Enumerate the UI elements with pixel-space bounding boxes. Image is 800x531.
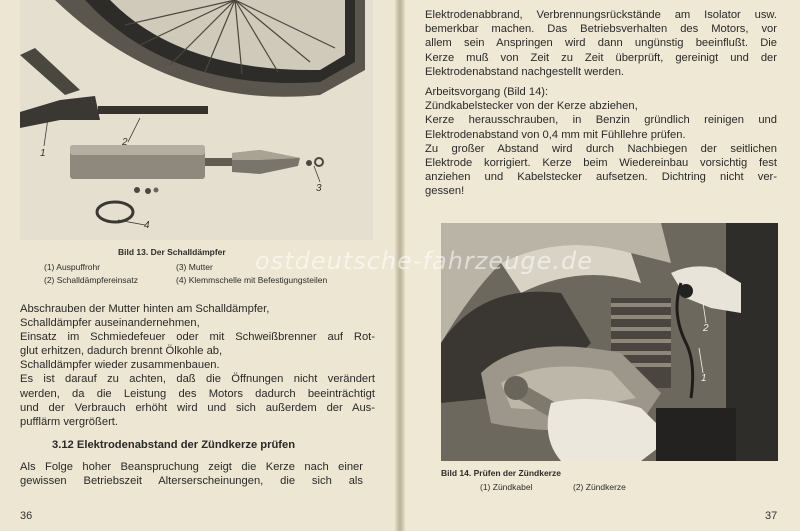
text-line: Zündkabelstecker von der Kerze abziehen, bbox=[425, 100, 638, 113]
figure-14-legend-1: (1) Zündkabel bbox=[480, 482, 533, 492]
text-line: Elektrodenabstand nachgestellt werden. bbox=[425, 65, 625, 78]
figure-13-legend-2: (2) Schalldämpfereinsatz bbox=[44, 275, 139, 285]
figure-14-legend-2: (2) Zündkerze bbox=[573, 482, 626, 492]
procedure-title: Arbeitsvorgang (Bild 14): bbox=[425, 86, 549, 99]
page-number-right: 37 bbox=[765, 510, 778, 522]
text-line: Elektrodenabstand von 0,4 mm mit Fühllehre prüfen. bbox=[425, 128, 686, 141]
figure-13-legend-3: (3) Mutter bbox=[176, 262, 213, 272]
figure-13-callout-3: 3 bbox=[316, 183, 322, 194]
figure-14-callout-2: 2 bbox=[703, 323, 709, 334]
text-line: gessen! bbox=[425, 185, 465, 198]
page-number-left: 36 bbox=[20, 510, 33, 522]
section-heading-3-12: 3.12 Elektrodenabstand der Zündkerze prüfen bbox=[52, 439, 296, 451]
text-line: Elektrodenabbrand, Verbrennungsrückstände am Isolator usw. bbox=[425, 9, 777, 21]
text-line: glut erhitzen, dadurch brennt Ölkohle ab, bbox=[20, 345, 223, 358]
text-line: Zu großer Abstand wird durch Nachbiegen der seitlichen bbox=[425, 142, 777, 155]
figure-13-callout-4: 4 bbox=[144, 220, 150, 231]
text-line: und der Verbrauch erhöht wird und sich außerdem der Aus- bbox=[20, 401, 375, 414]
text-line: Kerze muß von Zeit zu Zeit überprüft, gereinigt und der bbox=[425, 51, 777, 64]
figure-13-legend-1: (1) Auspuffrohr bbox=[44, 262, 101, 272]
figure-13-callout-1: 1 bbox=[40, 148, 46, 159]
text-line: allem sein Anspringen wird dann ungünstig beeinflußt. Die bbox=[425, 37, 777, 50]
text-line: Elektrode korrigiert. Kerze beim Wiedereinbau vorsichtig fest bbox=[425, 157, 777, 170]
figure-13-caption: Bild 13. Der Schalldämpfer bbox=[118, 247, 226, 257]
text-line: gewissen Betriebszeit Alterserscheinungen, die sich als bbox=[20, 475, 363, 488]
figure-13-legend-4: (4) Klemmschelle mit Befestigungsteilen bbox=[176, 275, 328, 285]
text-line: Kerze herausschrauben, in Benzin gründlich reinigen und bbox=[425, 114, 777, 127]
text-line: anziehen und Kabelstecker aufsetzen. Dichtring nicht ver- bbox=[425, 171, 777, 184]
section-3-12-text bbox=[20, 460, 363, 489]
figure-14-callout-1: 1 bbox=[701, 373, 707, 384]
watermark: ostdeutsche-fahrzeuge.de bbox=[255, 247, 593, 275]
spark-plug-instructions bbox=[425, 8, 777, 199]
text-line: Es ist darauf zu achten, daß die Öffnungen nicht verändert bbox=[20, 373, 375, 386]
silencer-cleaning-instructions bbox=[20, 302, 375, 429]
text-line: Als Folge hoher Beanspruchung zeigt die Kerze nach einer bbox=[20, 461, 363, 473]
text-line: bemerkbar machen. Das Betriebsverhalten des Motors, vor bbox=[425, 23, 777, 36]
text-line: Abschrauben der Mutter hinten am Schalldämpfer, bbox=[20, 303, 270, 315]
text-line: Schalldämpfer wieder zusammenbauen. bbox=[20, 359, 220, 372]
figure-14-caption: Bild 14. Prüfen der Zündkerze bbox=[441, 468, 561, 478]
text-line: pufflärm vergrößert. bbox=[20, 415, 119, 428]
text-line: werden, da die Leistung des Motors dadurch beeinträchtigt bbox=[20, 387, 375, 400]
silencer-photo-drawing bbox=[20, 0, 373, 240]
figure-13-photo bbox=[20, 0, 373, 240]
text-line: Einsatz im Schmiedefeuer oder mit Schweißbrenner auf Rot- bbox=[20, 331, 375, 344]
figure-13-callout-2: 2 bbox=[122, 137, 128, 148]
text-line: Schalldämpfer auseinandernehmen, bbox=[20, 317, 200, 330]
